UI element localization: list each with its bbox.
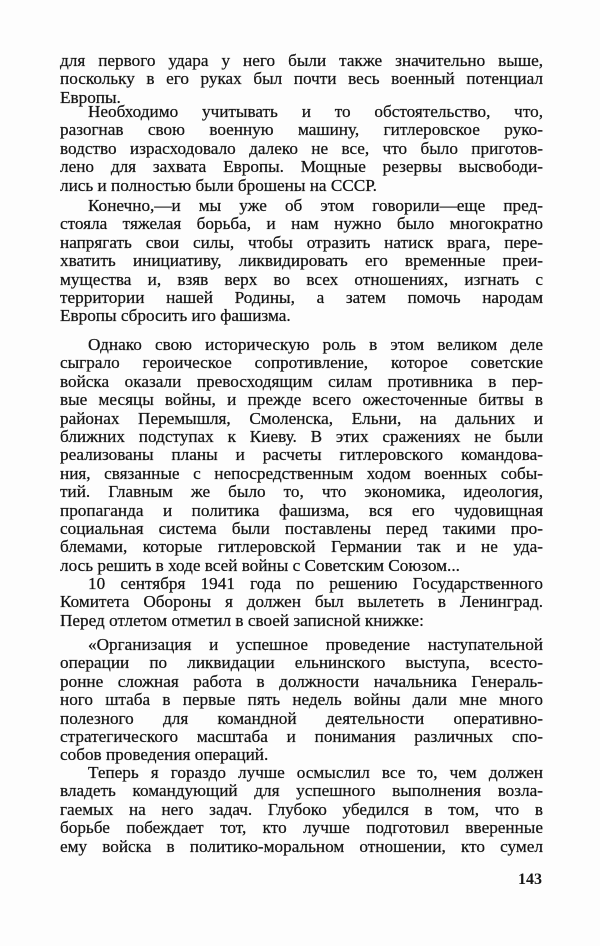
text-line: для первого удара у него были также значительно выше, [60, 51, 543, 70]
paragraph [60, 636, 543, 765]
paragraph [60, 336, 543, 575]
text-line: стратегического масштаба и понимания различных спо- [60, 726, 543, 746]
text-line: хватить инициативу, ликвидировать его временные преи- [60, 251, 543, 271]
text-line: реализованы планы и расчеты гитлеровского командова- [60, 445, 543, 465]
paragraph [60, 197, 543, 326]
text-line: районах Перемышля, Смоленска, Ельни, на дальних и [60, 408, 543, 428]
text-line: ния, связанные с непосредственным ходом военных собы- [60, 463, 543, 483]
text-line: водство израсходовало далеко не все, что было приготов- [60, 138, 543, 158]
text-line: гаемых на него задач. Глубоко убедился в том, что в [60, 799, 543, 819]
text-line: Комитета Обороны я должен был вылететь в Ленинград. [60, 592, 543, 612]
text-line: блемами, которые гитлеровской Германии так и не уда- [60, 537, 543, 557]
text-line: полезного для командной деятельности оперативно- [60, 708, 543, 728]
text-line: лись и полностью были брошены на СССР. [60, 175, 377, 195]
text-line: операции по ликвидации ельнинского выступа, всесто- [60, 653, 543, 673]
text-line: ближних подступах к Киеву. В этих сражениях не были [60, 426, 543, 446]
paragraph [60, 52, 543, 107]
text-line: ему войска в политико-моральном отношении, кто сумел [60, 836, 543, 856]
text-line: вые месяцы войны, и прежде всего ожесточенные битвы в [60, 390, 543, 410]
text-line: лено для захвата Европы. Мощные резервы высвободи- [60, 157, 543, 177]
text-line: собов проведения операций. [60, 745, 269, 765]
text-line: Однако свою историческую роль в этом великом деле [88, 335, 543, 354]
text-line: Необходимо учитывать и то обстоятельство, что, [88, 102, 543, 121]
paragraph [60, 103, 543, 195]
page-number: 143 [518, 871, 542, 888]
paragraph [60, 575, 543, 630]
text-line: тий. Главным же было то, что экономика, идеология, [60, 482, 543, 502]
text-line: 10 сентября 1941 года по решению Государственного [88, 574, 543, 593]
paragraph [60, 764, 543, 856]
text-line: владеть командующий для успешного выполнения возла- [60, 781, 543, 801]
text-line: борьбе побеждает тот, кто лучше подготовил вверенные [60, 818, 543, 838]
text-line: мущества и, взяв верх во всех отношениях, изгнать с [60, 269, 543, 289]
text-line: напрягать свои силы, чтобы отразить натиск врага, пере- [60, 232, 543, 252]
text-line: ного штаба в первые пять недель войны дали мне много [60, 690, 543, 710]
text-line: территории нашей Родины, а затем помочь народам [60, 287, 543, 307]
text-line: ронне сложная работа в должности начальника Генераль- [60, 671, 543, 691]
text-line: разогнав свою военную машину, гитлеровское руко- [60, 120, 543, 140]
text-line: Европы. [60, 87, 121, 107]
text-line: войска оказали превосходящим силам противника в пер- [60, 371, 543, 391]
text-line: стояла тяжелая борьба, и нам нужно было многократно [60, 214, 543, 234]
text-line: социальная система были поставлены перед такими про- [60, 518, 543, 538]
text-line: Европы сбросить иго фашизма. [60, 306, 291, 326]
text-line: Перед отлетом отметил в своей записной книжке: [60, 610, 424, 630]
text-line: сыграло героическое сопротивление, которое советские [60, 353, 543, 373]
text-line: Теперь я гораздо лучше осмыслил все то, чем должен [88, 763, 543, 782]
text-line: лось решить в ходе всей войны с Советским Союзом... [60, 555, 460, 575]
text-line: «Организация и успешное проведение наступательной [88, 635, 543, 654]
text-line: Конечно,—и мы уже об этом говорили—еще пред- [88, 196, 543, 215]
text-line: пропаганда и политика фашизма, вся его чудовищная [60, 500, 543, 520]
text-line: поскольку в его руках был почти весь военный потенциал [60, 69, 543, 89]
